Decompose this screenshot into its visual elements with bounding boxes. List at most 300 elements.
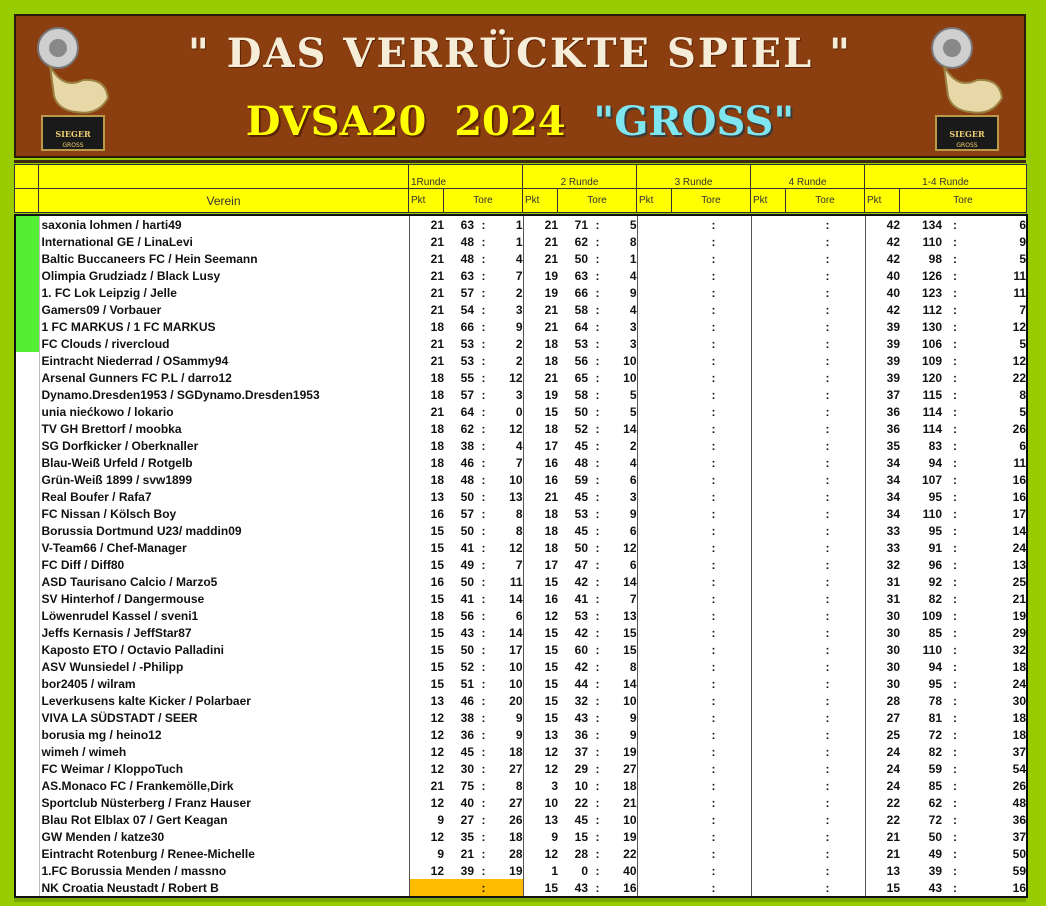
table-row <box>15 675 1027 692</box>
points-cell <box>751 709 786 726</box>
goals-separator: : <box>953 387 957 402</box>
header-round-3: 3 Runde <box>637 165 751 189</box>
points-cell <box>637 675 672 692</box>
points-cell: 24 <box>865 760 900 777</box>
goals-separator: : <box>953 472 957 487</box>
goals-against-cell: 10 <box>623 353 637 368</box>
goals-against-cell <box>716 420 751 437</box>
points-cell <box>637 369 672 386</box>
goals-separator: : <box>481 727 486 742</box>
goals-for-cell: 72 <box>928 812 942 827</box>
goals-separator: : <box>953 370 957 385</box>
header-blank <box>15 189 39 213</box>
goals-for-cell <box>786 556 825 573</box>
goals-for-cell: 48 <box>460 251 474 266</box>
goals-for-cell: 45 <box>574 523 588 538</box>
goals-separator: : <box>711 523 716 538</box>
table-row <box>15 505 1027 522</box>
goals-separator: : <box>481 268 486 283</box>
points-cell <box>637 403 672 420</box>
goals-separator: : <box>481 829 486 844</box>
qualification-marker <box>15 624 39 641</box>
goals-against-cell <box>716 352 751 369</box>
goals-separator: : <box>595 557 600 572</box>
goals-for-cell <box>672 352 711 369</box>
header-round-total: 1-4 Runde <box>865 165 1027 189</box>
goals-for-cell: 92 <box>928 574 942 589</box>
goals-separator: : <box>481 319 486 334</box>
goals-for-cell: 71 <box>574 217 588 232</box>
goals-for-cell: 40 <box>460 795 474 810</box>
goals-separator: : <box>953 778 957 793</box>
points-cell <box>637 437 672 454</box>
goals-separator: : <box>595 370 600 385</box>
qualification-marker <box>15 692 39 709</box>
goals-separator: : <box>711 608 716 623</box>
goals-for-cell: 43 <box>574 880 588 895</box>
goals-separator: : <box>481 778 486 793</box>
goals-for-cell: 94 <box>928 455 942 470</box>
goals-against-cell: 18 <box>509 744 523 759</box>
goals-for-cell: 109 <box>921 353 942 368</box>
points-cell: 9 <box>409 811 444 828</box>
goals-separator: : <box>825 846 830 861</box>
goals-separator: : <box>595 778 600 793</box>
goals-against-cell: 17 <box>1012 506 1026 521</box>
goals-against-cell: 11 <box>509 574 523 589</box>
goals-separator: : <box>953 336 957 351</box>
svg-text:SIEGER: SIEGER <box>55 129 91 139</box>
goals-against-cell: 10 <box>623 370 637 385</box>
table-row <box>15 794 1027 811</box>
goals-against-cell <box>716 658 751 675</box>
goals-separator: : <box>595 812 600 827</box>
goals-separator: : <box>953 302 957 317</box>
points-cell <box>637 607 672 624</box>
goals-against-cell: 13 <box>509 489 523 504</box>
points-cell <box>751 454 786 471</box>
goals-for-cell: 96 <box>928 557 942 572</box>
goals-for-cell: 49 <box>928 846 942 861</box>
goals-for-cell: 43 <box>928 880 942 895</box>
qualification-marker <box>15 233 39 250</box>
team-name: Baltic Buccaneers FC / Hein Seemann <box>39 250 409 267</box>
points-cell: 16 <box>523 471 558 488</box>
goals-for-cell <box>672 658 711 675</box>
points-cell <box>751 471 786 488</box>
goals-against-cell: 7 <box>515 557 523 572</box>
goals-separator: : <box>825 540 830 555</box>
points-cell: 37 <box>865 386 900 403</box>
goals-separator: : <box>825 285 830 300</box>
points-cell: 33 <box>865 522 900 539</box>
goals-against-cell <box>716 233 751 250</box>
goals-separator: : <box>711 625 716 640</box>
goals-separator: : <box>595 863 600 878</box>
goals-separator: : <box>711 489 716 504</box>
goals-against-cell: 10 <box>623 812 637 827</box>
points-cell: 21 <box>523 215 558 233</box>
team-name: Real Boufer / Rafa7 <box>39 488 409 505</box>
goals-for-cell: 39 <box>460 863 474 878</box>
table-row <box>15 777 1027 794</box>
goals-against-cell <box>830 624 865 641</box>
goals-against-cell: 22 <box>1012 370 1026 385</box>
goals-separator: : <box>711 217 716 232</box>
points-cell: 22 <box>865 794 900 811</box>
goals-separator: : <box>711 455 716 470</box>
goals-separator: : <box>595 234 600 249</box>
points-cell: 18 <box>409 420 444 437</box>
points-cell: 13 <box>409 488 444 505</box>
goals-separator: : <box>711 642 716 657</box>
points-cell: 15 <box>409 539 444 556</box>
table-row <box>15 488 1027 505</box>
goals-for-cell: 91 <box>928 540 942 555</box>
points-cell: 34 <box>865 471 900 488</box>
points-cell: 33 <box>865 539 900 556</box>
goals-for-cell: 72 <box>928 727 942 742</box>
points-cell: 18 <box>523 352 558 369</box>
team-name: Blau Rot Elblax 07 / Gert Keagan <box>39 811 409 828</box>
goals-against-cell: 21 <box>623 795 637 810</box>
goals-separator: : <box>953 693 957 708</box>
team-name: 1 FC MARKUS / 1 FC MARKUS <box>39 318 409 335</box>
goals-against-cell <box>830 505 865 522</box>
points-cell: 12 <box>409 862 444 879</box>
points-cell: 13 <box>865 862 900 879</box>
table-row <box>15 267 1027 284</box>
qualification-marker <box>15 522 39 539</box>
points-cell: 39 <box>865 369 900 386</box>
goals-separator: : <box>825 761 830 776</box>
points-cell <box>751 301 786 318</box>
goals-separator: : <box>481 795 486 810</box>
goals-against-cell <box>830 726 865 743</box>
goals-separator: : <box>825 234 830 249</box>
goals-for-cell: 83 <box>928 438 942 453</box>
goals-separator: : <box>825 438 830 453</box>
goals-against-cell: 11 <box>1013 285 1026 300</box>
goals-against-cell <box>716 488 751 505</box>
goals-separator: : <box>953 438 957 453</box>
goals-against-cell: 2 <box>515 336 523 351</box>
team-name: borusia mg / heino12 <box>39 726 409 743</box>
goals-separator: : <box>825 523 830 538</box>
points-cell <box>637 233 672 250</box>
goals-separator: : <box>481 846 486 861</box>
goals-for-cell <box>786 454 825 471</box>
points-cell <box>637 301 672 318</box>
goals-for-cell: 50 <box>460 574 474 589</box>
goals-against-cell: 4 <box>629 455 637 470</box>
team-name: ASD Taurisano Calcio / Marzo5 <box>39 573 409 590</box>
points-cell <box>637 692 672 709</box>
goals-against-cell <box>716 318 751 335</box>
points-cell: 13 <box>409 692 444 709</box>
goals-for-cell: 15 <box>574 829 588 844</box>
goals-for-cell: 50 <box>928 829 942 844</box>
points-cell: 30 <box>865 641 900 658</box>
table-row <box>15 471 1027 488</box>
qualification-marker <box>15 471 39 488</box>
goals-separator: : <box>711 472 716 487</box>
goals-against-cell: 12 <box>509 370 523 385</box>
goals-for-cell: 57 <box>460 506 474 521</box>
header-tore: Tore <box>672 189 751 213</box>
points-cell: 10 <box>523 794 558 811</box>
goals-against-cell: 14 <box>1012 523 1026 538</box>
points-cell: 19 <box>523 284 558 301</box>
goals-against-cell <box>716 607 751 624</box>
goals-against-cell: 0 <box>515 404 523 419</box>
table-row <box>15 215 1027 233</box>
goals-against-cell: 12 <box>1012 353 1026 368</box>
goals-for-cell: 53 <box>574 336 588 351</box>
goals-for-cell <box>672 845 711 862</box>
goals-against-cell: 3 <box>629 489 637 504</box>
goals-separator: : <box>953 234 957 249</box>
goals-for-cell <box>786 233 825 250</box>
goals-against-cell: 16 <box>1012 880 1026 895</box>
qualification-marker <box>15 641 39 658</box>
goals-separator: : <box>711 846 716 861</box>
goals-for-cell: 66 <box>574 285 588 300</box>
points-cell: 18 <box>523 539 558 556</box>
points-cell: 24 <box>865 743 900 760</box>
points-cell: 15 <box>523 624 558 641</box>
goals-against-cell: 32 <box>1012 642 1026 657</box>
goals-for-cell: 94 <box>928 659 942 674</box>
points-cell: 15 <box>523 658 558 675</box>
points-cell: 34 <box>865 454 900 471</box>
team-name: Leverkusens kalte Kicker / Polarbaer <box>39 692 409 709</box>
goals-against-cell: 17 <box>509 642 523 657</box>
goals-for-cell <box>786 215 825 233</box>
goals-separator: : <box>953 319 957 334</box>
table-row <box>15 454 1027 471</box>
points-cell: 25 <box>865 726 900 743</box>
goals-separator: : <box>953 727 957 742</box>
goals-against-cell <box>716 403 751 420</box>
goals-separator: : <box>711 268 716 283</box>
qualification-marker <box>15 828 39 845</box>
points-cell <box>637 641 672 658</box>
points-cell <box>751 539 786 556</box>
points-cell <box>637 318 672 335</box>
goals-against-cell: 9 <box>629 710 637 725</box>
goals-for-cell: 38 <box>460 438 474 453</box>
goals-against-cell: 9 <box>515 727 523 742</box>
goals-for-cell <box>672 624 711 641</box>
goals-against-cell: 13 <box>1012 557 1026 572</box>
goals-for-cell: 42 <box>574 659 588 674</box>
goals-for-cell <box>672 726 711 743</box>
points-cell <box>751 641 786 658</box>
goals-for-cell: 47 <box>574 557 588 572</box>
goals-for-cell <box>672 777 711 794</box>
goals-for-cell: 28 <box>574 846 588 861</box>
points-cell: 18 <box>409 471 444 488</box>
goals-separator: : <box>711 319 716 334</box>
qualification-marker <box>15 301 39 318</box>
points-cell: 15 <box>865 879 900 897</box>
points-cell <box>637 879 672 897</box>
goals-for-cell <box>672 879 711 897</box>
goals-separator: : <box>825 472 830 487</box>
goals-separator: : <box>595 880 600 895</box>
points-cell: 21 <box>523 369 558 386</box>
team-name: Eintracht Niederrad / OSammy94 <box>39 352 409 369</box>
goals-for-cell: 112 <box>922 302 942 317</box>
points-cell: 12 <box>523 607 558 624</box>
goals-separator: : <box>825 880 830 895</box>
goals-for-cell: 63 <box>460 268 474 283</box>
goals-separator: : <box>953 659 957 674</box>
goals-against-cell: 1 <box>515 217 523 232</box>
goals-separator: : <box>953 710 957 725</box>
goals-against-cell <box>716 522 751 539</box>
goals-for-cell: 45 <box>460 744 474 759</box>
points-cell: 21 <box>865 828 900 845</box>
points-cell <box>637 726 672 743</box>
table-header <box>14 164 1027 213</box>
points-cell: 21 <box>409 335 444 352</box>
points-cell: 19 <box>523 386 558 403</box>
goals-for-cell <box>786 777 825 794</box>
goals-separator: : <box>481 625 486 640</box>
goals-for-cell <box>672 811 711 828</box>
team-name: wimeh / wimeh <box>39 743 409 760</box>
team-name: AS.Monaco FC / Frankemölle,Dirk <box>39 777 409 794</box>
qualification-marker <box>15 777 39 794</box>
goals-against-cell: 8 <box>515 506 523 521</box>
goals-against-cell <box>830 250 865 267</box>
points-cell <box>751 794 786 811</box>
goals-against-cell: 4 <box>515 438 523 453</box>
page-subtitle <box>16 98 1024 145</box>
points-cell <box>751 862 786 879</box>
goals-for-cell: 130 <box>921 319 942 334</box>
goals-for-cell: 21 <box>460 846 474 861</box>
goals-against-cell: 5 <box>629 217 637 232</box>
points-cell <box>637 811 672 828</box>
goals-against-cell: 26 <box>1012 421 1026 436</box>
goals-for-cell <box>672 709 711 726</box>
table-row <box>15 335 1027 352</box>
goals-against-cell: 50 <box>1012 846 1026 861</box>
goals-separator: : <box>595 710 600 725</box>
qualification-marker <box>15 215 39 233</box>
points-cell: 15 <box>523 675 558 692</box>
points-cell: 12 <box>409 743 444 760</box>
points-cell <box>637 250 672 267</box>
table-row <box>15 743 1027 760</box>
points-cell: 21 <box>523 318 558 335</box>
goals-separator: : <box>481 761 486 776</box>
goals-for-cell: 48 <box>574 455 588 470</box>
goals-for-cell: 0 <box>581 863 588 878</box>
goals-for-cell: 46 <box>460 455 474 470</box>
points-cell: 21 <box>409 233 444 250</box>
goals-separator: : <box>825 370 830 385</box>
goals-for-cell <box>672 488 711 505</box>
team-name: Dynamo.Dresden1953 / SGDynamo.Dresden1953 <box>39 386 409 403</box>
points-cell <box>751 488 786 505</box>
goals-for-cell: 107 <box>921 472 942 487</box>
goals-against-cell <box>716 692 751 709</box>
goals-for-cell: 53 <box>574 608 588 623</box>
goals-against-cell <box>716 624 751 641</box>
goals-separator: : <box>953 421 957 436</box>
team-name: Arsenal Gunners FC P.L / darro12 <box>39 369 409 386</box>
goals-against-cell <box>830 675 865 692</box>
table-row <box>15 284 1027 301</box>
goals-for-cell: 43 <box>574 710 588 725</box>
goals-against-cell <box>716 845 751 862</box>
goals-against-cell: 5 <box>1019 251 1026 266</box>
goals-separator: : <box>481 659 486 674</box>
team-name: Blau-Weiß Urfeld / Rotgelb <box>39 454 409 471</box>
goals-against-cell: 26 <box>1012 778 1026 793</box>
goals-separator: : <box>825 727 830 742</box>
points-cell: 16 <box>523 454 558 471</box>
goals-separator: : <box>711 438 716 453</box>
points-cell <box>637 624 672 641</box>
table-row <box>15 845 1027 862</box>
points-cell: 30 <box>865 675 900 692</box>
goals-for-cell: 52 <box>460 659 474 674</box>
goals-against-cell: 27 <box>509 761 523 776</box>
goals-against-cell: 14 <box>623 421 637 436</box>
goals-separator: : <box>711 761 716 776</box>
goals-against-cell: 8 <box>629 234 637 249</box>
goals-for-cell: 95 <box>928 523 942 538</box>
goals-against-cell: 9 <box>515 710 523 725</box>
table-row <box>15 862 1027 879</box>
goals-against-cell <box>830 386 865 403</box>
table-row <box>15 726 1027 743</box>
goals-separator: : <box>595 693 600 708</box>
team-name: SV Hinterhof / Dangermouse <box>39 590 409 607</box>
points-cell <box>751 573 786 590</box>
points-cell <box>637 539 672 556</box>
table-row <box>15 250 1027 267</box>
goals-separator: : <box>481 438 486 453</box>
goals-for-cell <box>672 437 711 454</box>
points-cell: 42 <box>865 301 900 318</box>
goals-separator: : <box>825 829 830 844</box>
goals-separator: : <box>481 693 486 708</box>
goals-against-cell: 6 <box>629 472 637 487</box>
goals-separator: : <box>825 795 830 810</box>
goals-against-cell <box>830 777 865 794</box>
points-cell: 18 <box>409 454 444 471</box>
goals-against-cell: 9 <box>629 285 637 300</box>
goals-against-cell: 6 <box>629 523 637 538</box>
points-cell <box>751 726 786 743</box>
points-cell: 36 <box>865 403 900 420</box>
goals-separator: : <box>595 574 600 589</box>
table-row <box>15 556 1027 573</box>
goals-separator: : <box>953 744 957 759</box>
goals-separator: : <box>595 744 600 759</box>
goals-separator: : <box>953 251 957 266</box>
goals-for-cell <box>672 250 711 267</box>
goals-for-cell: 32 <box>574 693 588 708</box>
goals-for-cell <box>786 692 825 709</box>
header-round-1: 1Runde <box>409 165 523 189</box>
